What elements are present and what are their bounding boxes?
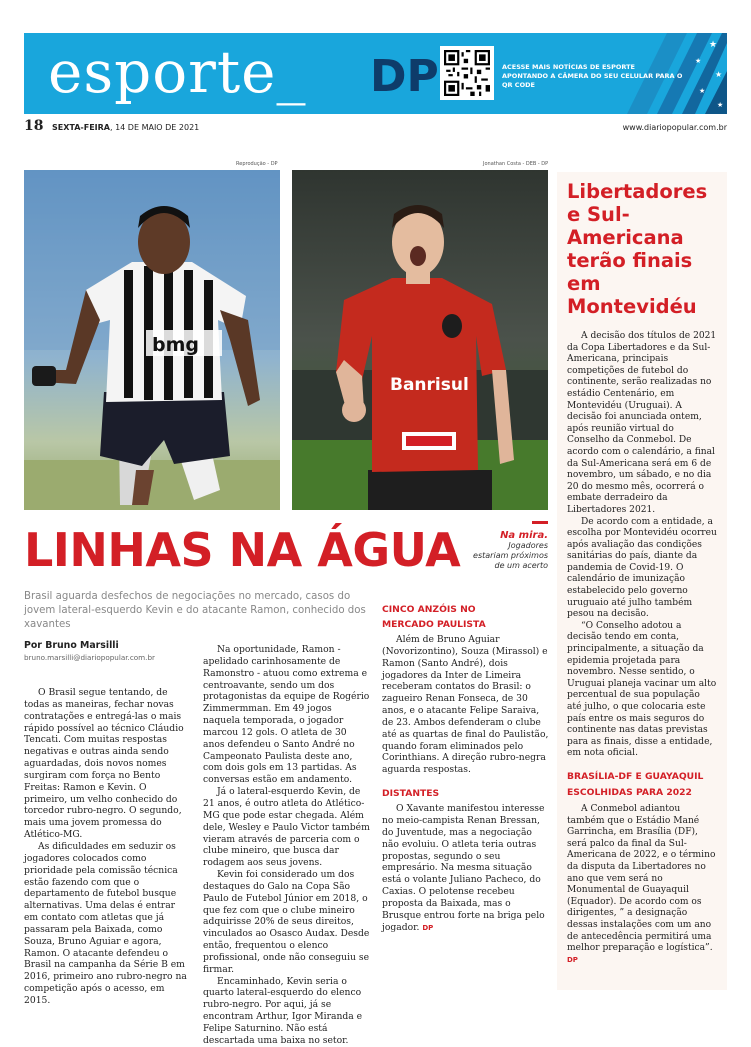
author-name: Por Bruno Marsilli bbox=[24, 640, 119, 651]
sidebar-paragraph: De acordo com a entidade, a escolha por Montevidéu ocorreu após avaliação das condições sanitárias do país, diante da pandemia de Covid-19. O calendário de imunização estabelecido pelo governo uruguaio até julho também pesou na decisão. bbox=[567, 516, 717, 620]
folio-line bbox=[24, 118, 727, 136]
svg-text:★: ★ bbox=[715, 70, 723, 79]
sidebar-paragraph: A Conmebol adiantou também que o Estádio Mané Garrincha, em Brasília (DF), será palco da final da Sul-Americana de 2022, e o término da disputa da Libertadores no ano que vem será no Monumental de Guayaquil (Equador). De acordo com os dirigentes, ” a designação dessas instalações com um ano de antecedência permitirá uma melhor preparação e logística”. DP bbox=[567, 803, 716, 964]
article-paragraph: Além de Bruno Aguiar (Novorizontino), Souza (Mirassol) e Ramon (Santo André), dois jogadores da Inter de Limeira receberam contatos do Brasil: o zagueiro Renan Fonseca, de 30 anos, e o atacante Felipe Saraiva, de 23. Ambos defenderam o clube até as quartas de final do Paulistão, quando foram eliminados pelo Corinthians. A direção rubro-negra aguarda respostas. bbox=[382, 634, 549, 776]
byline bbox=[24, 640, 155, 662]
sidebar-paragraph: “O Conselho adotou a decisão tendo em conta, principalmente, a situação da epidemia projetada para novembro. Nesse sentido, o Uruguai planeja vacinar um alto percentual de sua população até julho, o que colocaria este país entre os mais seguros do continente nas datas previstas para as finais, disse a entidade, em nota oficial. bbox=[567, 620, 717, 759]
headline: LINHAS NA ÁGUA bbox=[24, 523, 461, 577]
article-column-2 bbox=[203, 644, 371, 1047]
sidebar-subheading: BRASÍLIA-DF E GUAYAQUIL ESCOLHIDAS PARA 2022 bbox=[567, 770, 704, 798]
article-subheading: DISTANTES bbox=[382, 788, 440, 800]
issue-date: SEXTA-FEIRA, 14 DE MAIO DE 2021 bbox=[52, 123, 200, 132]
player-illustration-2 bbox=[292, 170, 548, 510]
qr-instructions: ACESSE MAIS NOTÍCIAS DE ESPORTE APONTANDO A CÂMERA DO SEU CELULAR PARA O QR CODE bbox=[502, 63, 683, 89]
logo-dp: DP bbox=[370, 51, 439, 102]
qr-code[interactable] bbox=[440, 46, 494, 100]
masthead bbox=[24, 33, 727, 114]
article-paragraph: As dificuldades em seduzir os jogadores colocados como prioridade pela comissão técnica estão fazendo com que o departamento de futebol busque alternativas. Uma delas é entrar em contato com atletas que já passaram pela Baixada, como Souza, Bruno Aguiar e agora, Ramon. O atacante defendeu o Brasil na campanha da Série B em 2016, primeiro ano rubro-negro na competição após o acesso, em 2015. bbox=[24, 840, 187, 1006]
page-number: 18 bbox=[24, 118, 44, 134]
article-paragraph: O Brasil segue tentando, de todas as maneiras, fechar novas contratações e entregá-las o mais rápido possível ao técnico Cláudio Tencati. Com muitas respostas negativas e outras ainda sendo aguardadas, dois novos nomes surgiram com força no Bento Freitas: Ramon e Kevin. O primeiro, um velho conhecido do torcedor rubro-negro. O segundo, mais uma jovem promessa do Atlético-MG. bbox=[24, 687, 184, 841]
article-column-1 bbox=[24, 687, 192, 1007]
article-paragraph: Na oportunidade, Ramon - apelidado carinhosamente de Ramonstro - atuou como extrema e centroavante, sendo um dos protagonistas da equipe de Rogério Zimmermman. Em 49 jogos naquela temporada, o jogador marcou 12 gols. O atleta de 30 anos defendeu o Santo André no Campeonato Paulista deste ano, com dois gols em 13 partidas. As conversas estão em andamento. bbox=[203, 644, 370, 786]
svg-text:★: ★ bbox=[695, 57, 702, 65]
article-paragraph: Já o lateral-esquerdo Kevin, de 21 anos, é outro atleta do Atlético-MG que pode estar chegada. Além dele, Wesley e Paulo Victor também vieram através de parceria com o clube mineiro, que busca dar rodagem aos seus jovens. bbox=[203, 786, 370, 869]
caption-accent-bar bbox=[532, 521, 548, 524]
photo-player-ramon bbox=[292, 170, 548, 510]
svg-text:★: ★ bbox=[717, 101, 724, 109]
article-paragraph: Kevin foi considerado um dos destaques do Galo na Copa São Paulo de Futebol Júnior em 2018, o que fez com que o clube mineiro adquirisse 20% de seus direitos, vinculados ao Osasco Audax. Desde então, frequentou o elenco profissional, onde não conseguiu se firmar. bbox=[203, 869, 370, 975]
player-illustration bbox=[24, 170, 280, 510]
sidebar-title: Libertadores e Sul-Americana terão finais em Montevidéu bbox=[567, 180, 708, 318]
deck-subtitle: Brasil aguarda desfechos de negociações no mercado, casos do jovem lateral-esquerdo Kevin e do atacante Ramon, conhecido dos xavantes bbox=[24, 591, 366, 630]
shirt-sponsor-bmg: bmg bbox=[152, 334, 199, 356]
qr-code-icon bbox=[444, 50, 490, 96]
photo-credit-left: Reprodução - DP bbox=[236, 161, 278, 167]
article-subheading: CINCO ANZÓIS NO MERCADO PAULISTA bbox=[382, 604, 486, 630]
article-column-3 bbox=[382, 592, 549, 934]
svg-text:★: ★ bbox=[709, 40, 718, 50]
end-mark: DP bbox=[567, 955, 578, 964]
photo-player-kevin bbox=[24, 170, 280, 510]
website-link[interactable]: www.diariopopular.com.br bbox=[622, 123, 727, 132]
end-mark: DP bbox=[422, 923, 434, 932]
photo-credit-right: Jonathan Costa - DEB - DP bbox=[483, 161, 549, 167]
svg-text:★: ★ bbox=[699, 87, 706, 95]
article-paragraph: O Xavante manifestou interesse no meio-campista Renan Bressan, do Juventude, mas a negociação não evoluiu. O atleta teria outras propostas, segundo o seu empresário. Na mesma situação está o volante Juliano Pacheco, do Caxias. O pelotense recebeu proposta da Baixada, mas o Brusque entrou forte na briga pelo jogador. DP bbox=[382, 803, 545, 933]
sidebar-paragraph: A decisão dos títulos de 2021 da Copa Libertadores e da Sul-Americana, principais competições de futebol do continente, serão realizadas no estádio Centenário, em Montevidéu (Uruguai). A decisão foi anunciada ontem, após reunião virtual do Conselho da Conmebol. De acordo com o calendário, a final da Sul-Americana será em 6 de novembro, um sábado, e no dia 20 do mesmo mês, ocorrerá o embate derradeiro da Libertadores 2021. bbox=[567, 331, 717, 515]
photo-caption: Na mira. Jogadores estariam próximos de um acerto bbox=[456, 521, 548, 571]
author-email[interactable]: bruno.marsilli@diariopopular.com.br bbox=[24, 653, 155, 662]
sidebar-box bbox=[557, 172, 727, 990]
logo-esporte: esporte_ bbox=[48, 38, 307, 106]
shirt-sponsor-banrisul: Banrisul bbox=[390, 375, 469, 395]
article-paragraph: Encaminhado, Kevin seria o quarto lateral-esquerdo do elenco rubro-negro. Por aqui, já se encontram Arthur, Igor Miranda e Felipe Saturnino. Não está descartada uma baixa no setor. bbox=[203, 975, 363, 1046]
sidebar-body bbox=[567, 331, 717, 966]
